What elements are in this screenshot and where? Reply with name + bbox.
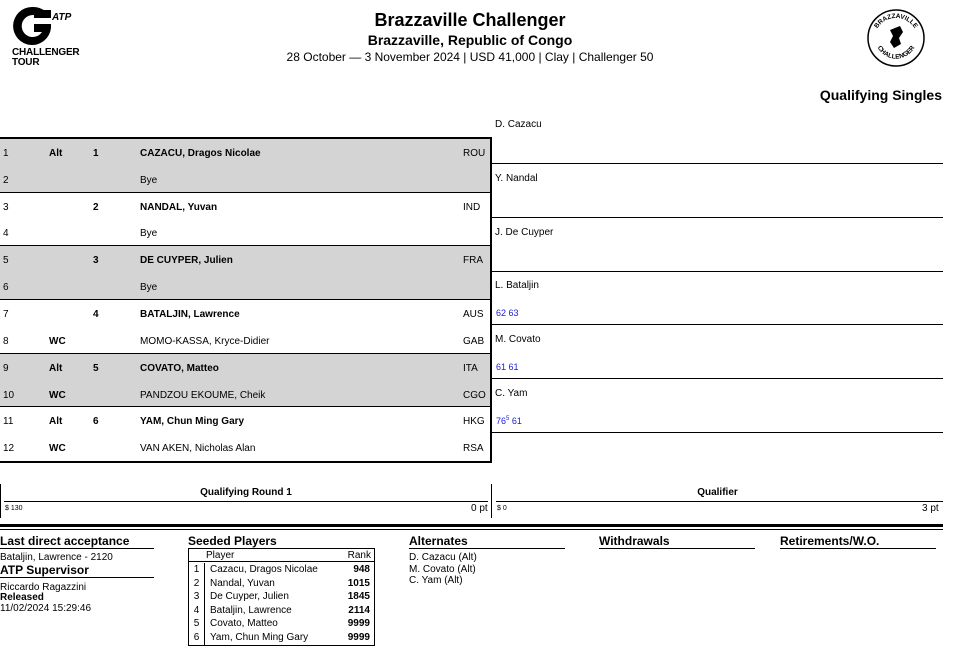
draw-line [0,193,490,220]
draw-number: 8 [3,335,9,347]
draw-number: 9 [3,362,9,374]
qualifier-winner: L. Bataljin [495,280,539,292]
svg-text:BRAZZAVILLE: BRAZZAVILLE [873,12,919,30]
qualifier-slot [492,271,943,325]
retirements-heading: Retirements/W.O. [780,534,936,549]
seeded-player-rank: 1015 [347,577,370,589]
draw-match [0,139,490,193]
seeded-player-name: Covato, Matteo [210,618,278,630]
alternate-item: D. Cazacu (Alt) [409,552,477,563]
logo-line-2: TOUR [12,57,40,68]
qualifier-winner: D. Cazacu [495,119,542,130]
draw-line [0,139,490,166]
release-timestamp: 11/02/2024 15:29:46 [0,603,92,614]
seed-number: 1 [93,148,99,159]
player-name: Bye [140,174,158,186]
footer-rule [0,524,943,527]
draw-line [0,273,490,300]
seeded-player-name: Cazacu, Dragos Nicolae [210,564,318,575]
qualifier-winner: Y. Nandal [495,172,538,184]
tournament-location: Brazzaville, Republic of Congo [367,32,573,48]
tournament-info: 28 October — 3 November 2024 | USD 41,000 | Clay | Challenger 50 [286,50,654,64]
draw-line [0,381,490,408]
entry-status: WC [49,335,66,347]
alternate-item: M. Covato (Alt) [409,563,476,575]
seeded-player-row [189,604,374,618]
draw-line [0,166,490,193]
player-name: NANDAL, Yuvan [140,201,218,213]
logo-line-1: CHALLENGER [12,47,80,58]
draw-title: Qualifying Singles [819,87,942,103]
seed-number: 5 [93,362,99,374]
round-1-label: Qualifying Round 1 [200,487,292,498]
alternates-heading: Alternates [409,534,565,549]
nationality: FRA [463,255,483,267]
qualifier-slot [492,379,943,433]
entry-status: Alt [49,148,63,159]
player-name: MOMO-KASSA, Kryce-Didier [140,335,270,347]
seeded-player-row [189,631,374,645]
draw-line [0,407,490,434]
seeded-player-row [189,563,374,577]
player-name: DE CUYPER, Julien [140,255,233,267]
seed-index: 3 [189,590,205,604]
seed-index: 1 [189,563,205,577]
score-sets: 62 63 [496,308,519,319]
seeded-player-rank: 948 [353,564,370,575]
qualifier-slot [492,218,943,272]
svg-text:CHALLENGER: CHALLENGER [875,44,917,61]
round-1-points: 0 pt [471,503,488,514]
draw-number: 12 [3,443,15,455]
draw-number: 6 [3,282,9,294]
nationality: GAB [463,335,485,347]
match-score [496,308,519,318]
draw-number: 7 [3,309,9,321]
seeded-player-row [189,590,374,604]
player-name: COVATO, Matteo [140,362,219,374]
player-name: PANDZOU EKOUME, Cheik [140,389,266,401]
tournament-title: Brazzaville Challenger [374,10,566,30]
draw-match [0,407,490,461]
seed-number: 4 [93,309,99,321]
player-name: Bye [140,282,158,294]
last-direct-acceptance-value: Bataljin, Lawrence - 2120 [0,552,113,563]
entry-status: Alt [49,362,63,374]
nationality: CGO [463,389,486,401]
seeded-player-name: Bataljin, Lawrence [210,604,292,616]
player-name: VAN AKEN, Nicholas Alan [140,443,256,455]
player-name: Bye [140,228,158,240]
seeded-player-row [189,617,374,631]
seeded-table-header [189,550,374,562]
seeded-player-rank: 9999 [347,632,370,643]
seed-number: 3 [93,255,99,267]
supervisor-name: Riccardo Ragazzini [0,582,87,593]
draw-number: 10 [3,389,15,401]
seed-index: 2 [189,577,205,591]
draw-line [0,327,490,354]
player-name: BATALJIN, Lawrence [140,309,240,321]
nationality: ROU [463,148,486,159]
seed-index: 4 [189,604,205,618]
draw-match [0,193,490,247]
qualifier-round-label: Qualifier [697,487,738,498]
footer-rule-thin [0,529,943,530]
seeded-player-rank: 2114 [348,604,370,616]
qualifier-winner: C. Yam [495,388,528,399]
seeded-player-rank: 9999 [347,618,370,630]
seed-number: 6 [93,416,99,428]
alternate-item: C. Yam (Alt) [409,575,463,586]
seed-number: 2 [93,201,99,213]
match-score [496,416,522,426]
atp-brand: ATP [52,12,72,23]
draw-line [0,434,490,461]
atp-logo-mark [12,6,52,46]
seeded-player-name: De Cuyper, Julien [210,591,289,603]
withdrawals-heading: Withdrawals [599,534,755,549]
entry-status: WC [49,443,66,455]
draw-number: 2 [3,174,9,186]
qualifier-slot [492,325,943,379]
entry-status: Alt [49,416,63,428]
draw-number: 4 [3,228,9,240]
qualifier-points: 3 pt [922,503,939,514]
draw-bracket [0,137,492,463]
last-direct-acceptance-heading: Last direct acceptance [0,534,154,549]
brazzaville-challenger-seal [866,8,926,68]
seeded-player-name: Yam, Chun Ming Gary [210,632,309,643]
seeded-player-row [189,577,374,591]
qualifier-slot [492,110,943,164]
qualifier-prize: $ 0 [497,505,507,512]
draw-line [0,354,490,381]
draw-number: 3 [3,201,9,213]
score-sets-rest: 61 [509,416,522,426]
draw-line [0,246,490,273]
qualifier-underline [496,501,943,502]
draw-number: 1 [3,148,9,159]
nationality: ITA [463,362,478,374]
col-player: Player [206,550,235,561]
draw-line [0,300,490,327]
seeded-players-table [188,548,375,646]
nationality: AUS [463,309,484,321]
player-name: CAZACU, Dragos Nicolae [140,148,261,159]
seed-index: 6 [189,631,205,645]
qualifier-slot [492,164,943,218]
qualifier-winner: M. Covato [495,334,541,346]
player-name: YAM, Chun Ming Gary [140,416,245,428]
nationality: HKG [463,416,485,428]
draw-line [0,219,490,246]
seed-index: 5 [189,617,205,631]
seeded-player-name: Nandal, Yuvan [210,577,275,589]
release-status: Released [0,592,44,603]
draw-match [0,354,490,408]
atp-challenger-tour-logo [10,6,80,68]
atp-supervisor-heading: ATP Supervisor [0,563,154,578]
draw-match [0,300,490,354]
nationality: RSA [463,443,484,455]
entry-status: WC [49,389,66,401]
score-sets: 61 61 [496,362,519,373]
draw-match [0,246,490,300]
score-sets: 76 [496,416,507,426]
match-score [496,362,519,372]
seeded-players-heading: Seeded Players [188,534,277,548]
seeded-player-rank: 1845 [347,591,370,603]
col-rank: Rank [347,550,371,561]
draw-number: 5 [3,255,9,267]
qualifier-winner: J. De Cuyper [495,226,554,238]
nationality: IND [463,201,481,213]
tiebreak-score: 5 [506,416,510,422]
round-1-underline [4,501,488,502]
draw-number: 11 [3,416,14,428]
round-1-prize: $ 130 [5,505,23,512]
